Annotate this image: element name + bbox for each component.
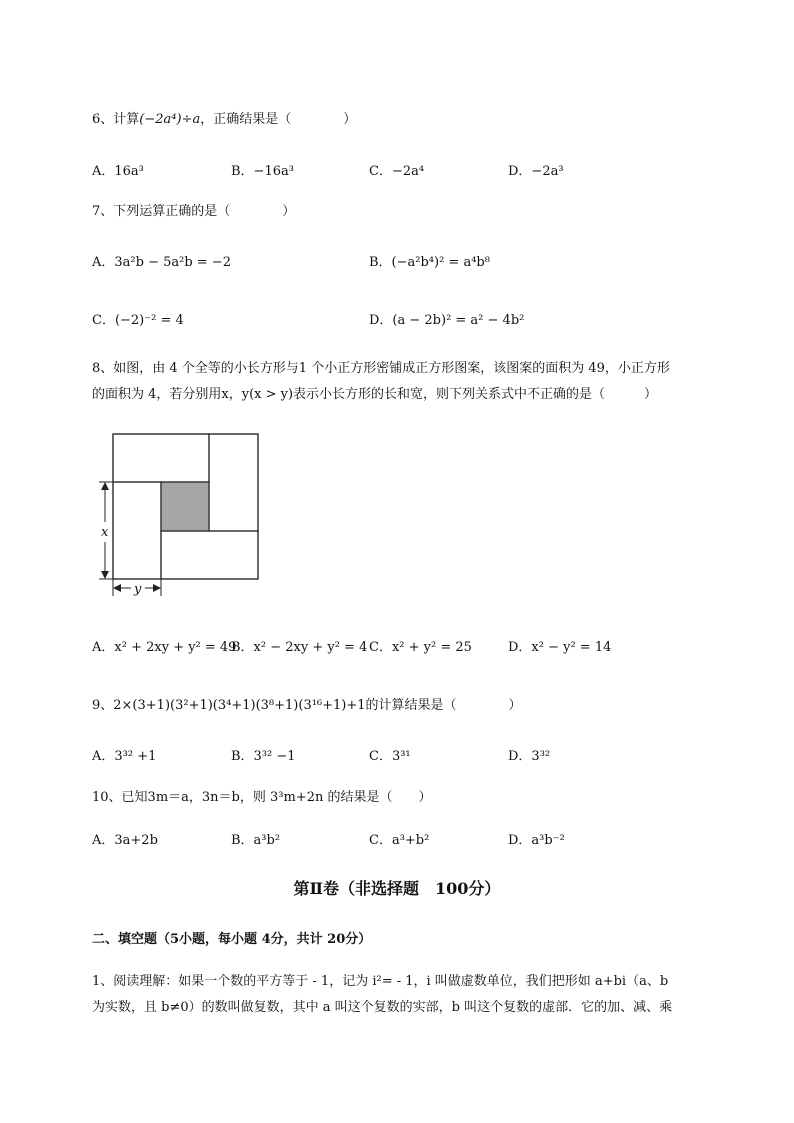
q8-stem-line2: 的面积为 4，若分别用x，y(x > y)表示小长方形的长和宽，则下列关系式中不正确的是（ ） [92, 387, 658, 402]
q10-stem: 10、已知3m＝a，3n＝b，则 3³m+2n 的结果是（ ） [92, 790, 432, 805]
q10-option-a: A．3a+2b [92, 833, 158, 848]
q10-option-b: B．a³b² [231, 833, 281, 848]
q10-option-d: D．a³b⁻² [508, 833, 565, 848]
center-small-square [161, 482, 209, 531]
q6-option-c: C．−2a⁴ [369, 164, 425, 179]
q8-stem-line1: 8、如图，由 4 个全等的小长方形与1 个小正方形密铺成正方形图案，该图案的面积为 49，小正方形 [92, 361, 670, 376]
q9-option-d: D．3³² [508, 749, 551, 764]
q6-stem-suffix: ，正确结果是（ ） [200, 112, 357, 127]
small-rect-left [113, 482, 161, 579]
small-rect-bottom [161, 531, 258, 579]
q7-option-a: A．3a²b − 5a²b = −2 [92, 255, 231, 270]
q7-option-c: C．(−2)⁻² = 4 [92, 313, 184, 328]
q6-option-b: B．−16a³ [231, 164, 294, 179]
q9-stem: 9、2×(3+1)(3²+1)(3⁴+1)(3⁸+1)(3¹⁶+1)+1的计算结果是（ ） [92, 698, 522, 713]
q6-option-d: D．−2a³ [508, 164, 564, 179]
q6-stem-expr: (−2a⁴)÷a [139, 112, 201, 127]
small-rect-top [113, 434, 209, 482]
q6-stem [92, 108, 356, 127]
q8-figure [95, 430, 270, 600]
figure-label-x: x [101, 525, 109, 540]
q7-option-d: D．(a − 2b)² = a² − 4b² [369, 313, 525, 328]
q8-option-c: C．x² + y² = 25 [369, 640, 472, 655]
q7-stem: 7、下列运算正确的是（ ） [92, 204, 296, 219]
figure-label-y: y [134, 582, 142, 597]
section2-heading: 二、填空题（5小题，每小题 4分，共计 20分） [92, 932, 372, 947]
q10-option-c: C．a³+b² [369, 833, 430, 848]
q6-stem-prefix: 6、计算 [92, 112, 140, 127]
small-rect-right [209, 434, 258, 531]
q8-option-a: A．x² + 2xy + y² = 49 [92, 640, 237, 655]
section2-q1-line1: 1、阅读理解：如果一个数的平方等于 - 1，记为 i²= - 1，i 叫做虚数单位，我们把形如 a+bi（a、b [92, 974, 669, 989]
section2-title: 第Ⅱ卷（非选择题 100分） [293, 879, 501, 898]
q9-option-c: C．3³¹ [369, 749, 411, 764]
q9-option-b: B．3³² −1 [231, 749, 296, 764]
q7-option-b: B．(−a²b⁴)² = a⁴b⁸ [369, 255, 490, 270]
q9-option-a: A．3³² +1 [92, 749, 157, 764]
q8-option-b: B．x² − 2xy + y² = 4 [231, 640, 368, 655]
q6-option-a: A．16a³ [92, 164, 144, 179]
q8-option-d: D．x² − y² = 14 [508, 640, 612, 655]
section2-q1-line2: 为实数，且 b≠0）的数叫做复数，其中 a 叫这个复数的实部，b 叫这个复数的虚部．它的加、减、乘 [92, 1000, 673, 1015]
